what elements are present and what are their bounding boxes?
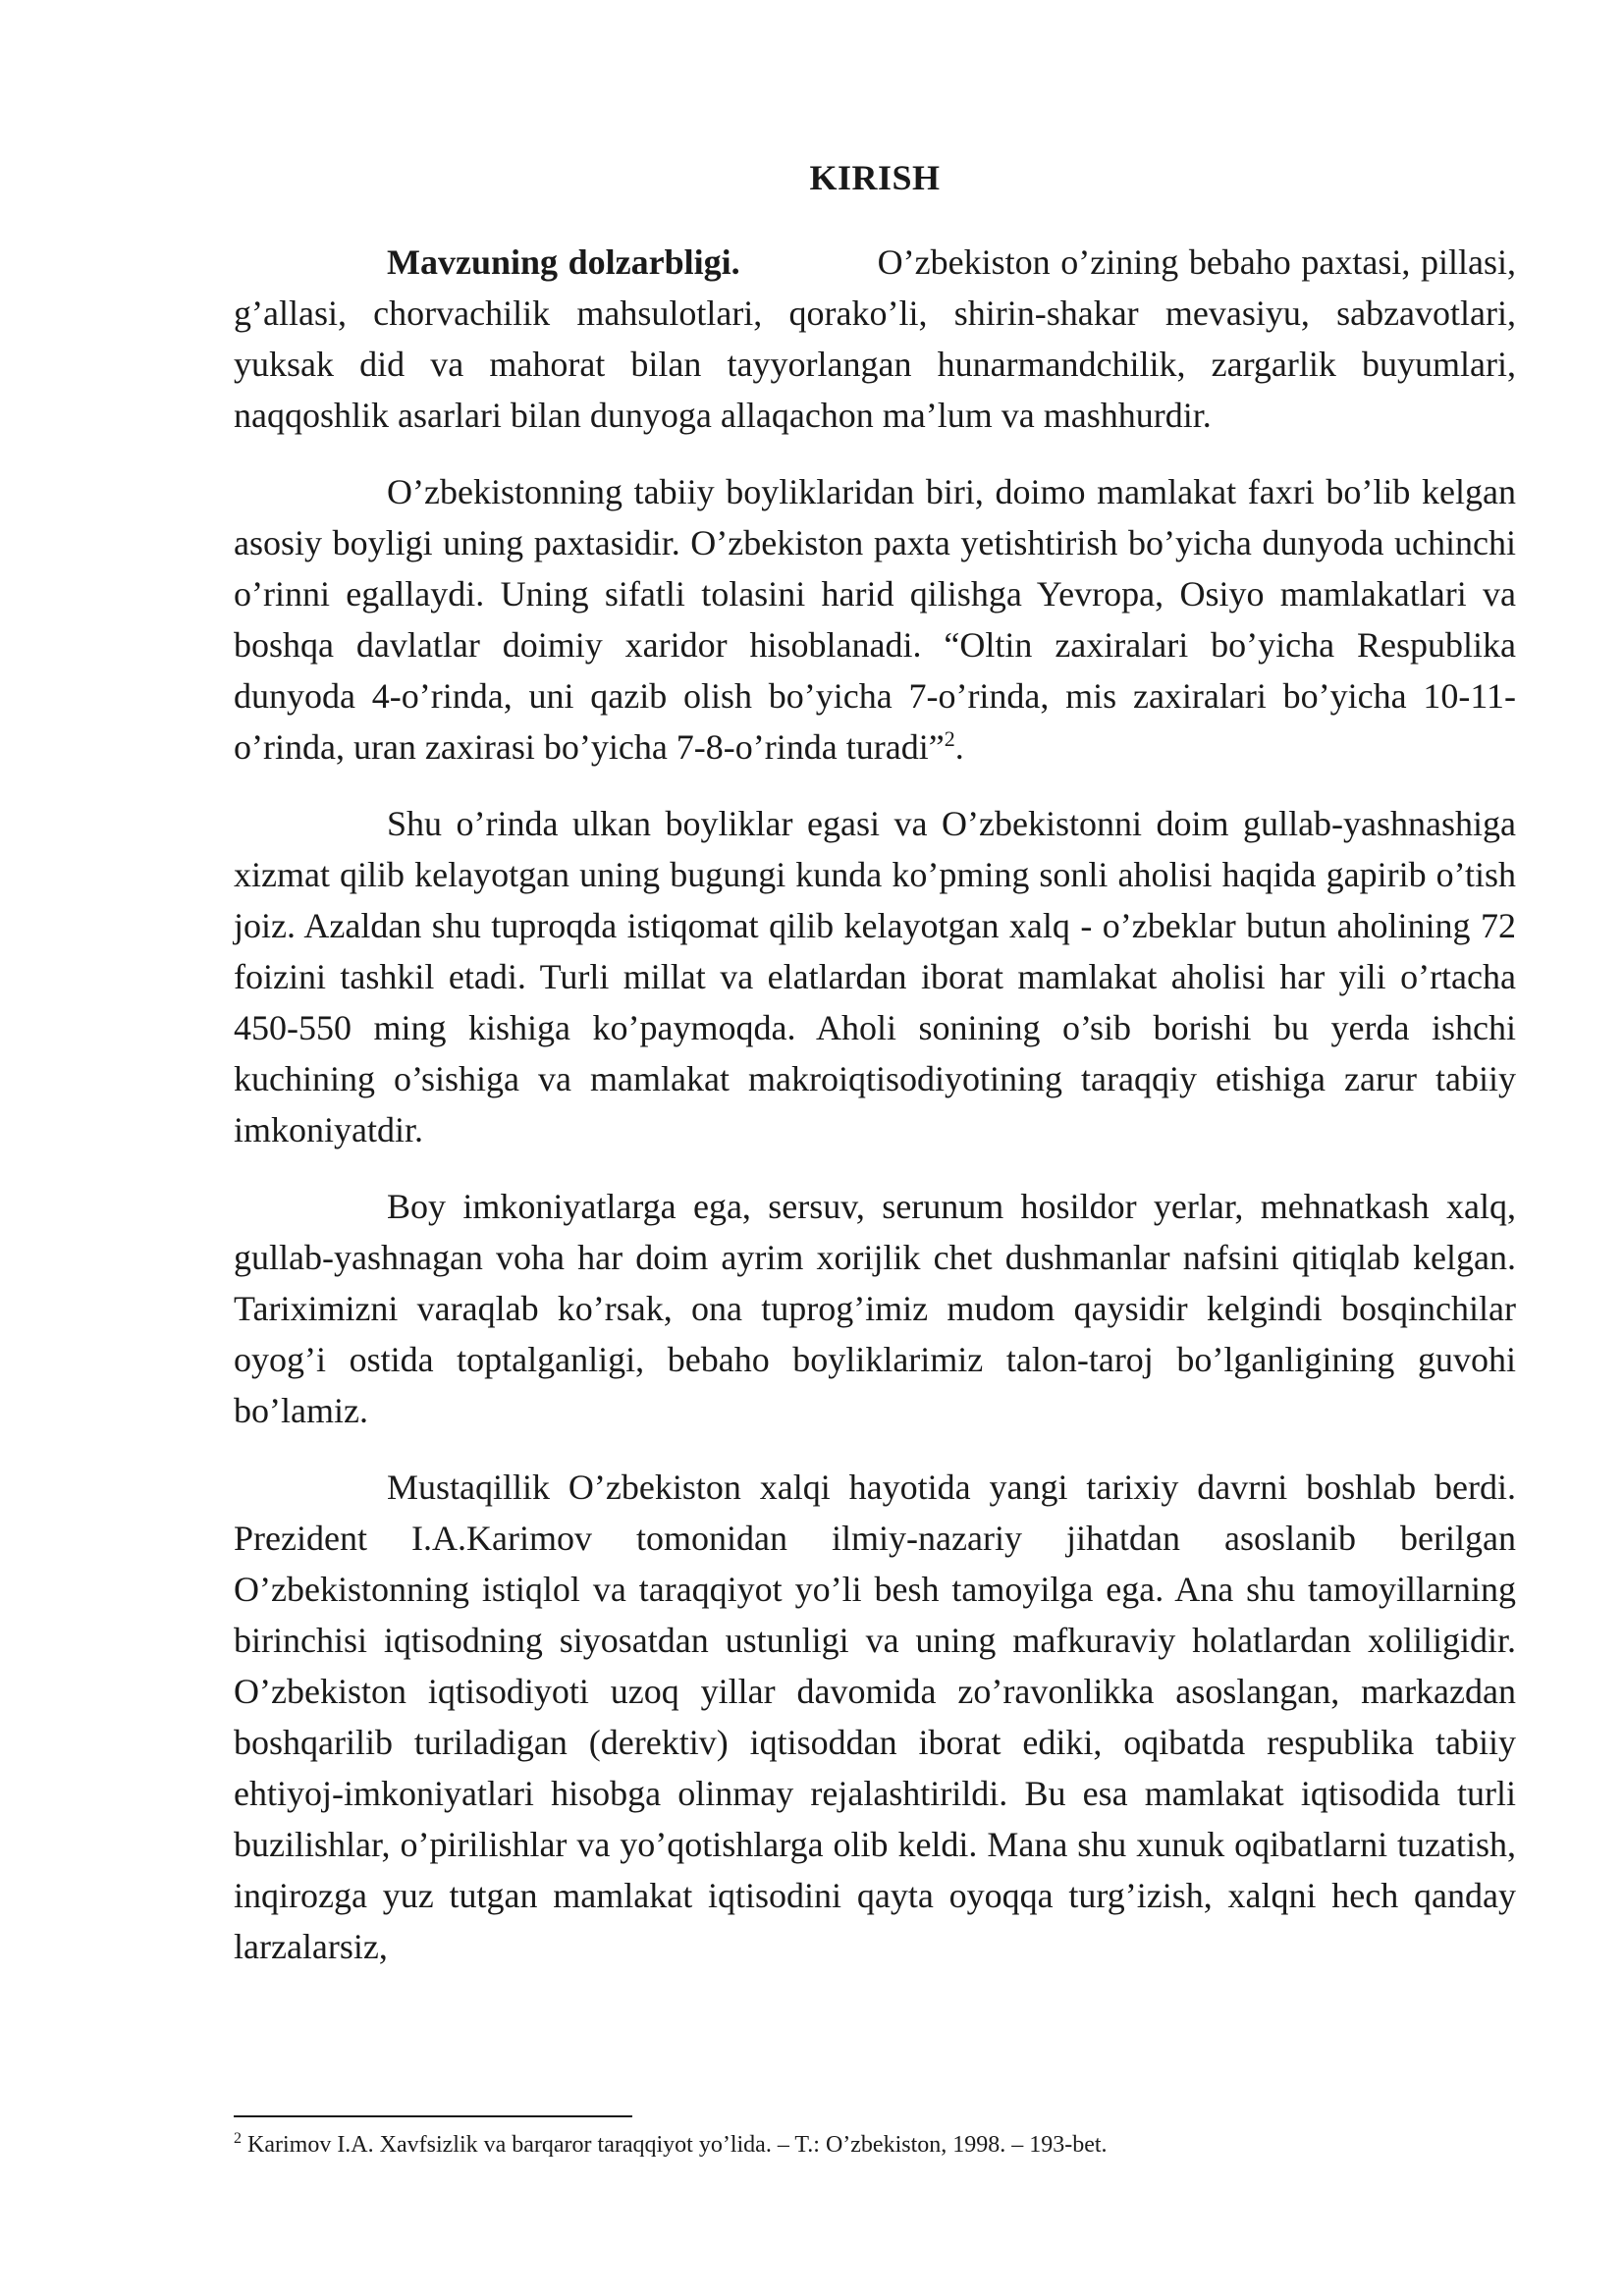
page-title: KIRISH (809, 158, 941, 197)
footnote (234, 2130, 1516, 2160)
paragraph-tail: . (954, 727, 964, 768)
footnote-number: 2 (234, 2130, 242, 2147)
paragraph-lead: Mavzuning dolzarbligi. (387, 242, 740, 283)
paragraph-5 (234, 1462, 1516, 1972)
paragraph-text: O’zbekiston o’zining bebaho paxtasi, pillasi, g’allasi, chorvachilik mahsulotlari, qorako’li, shirin-shakar mevasiyu, sabzavotlari, yuksak did va mahorat bilan tayyorlangan hunarmandchilik, zargarlik buyumlari, naqqoshlik asarlari bilan dunyoga allaqachon ma’lum va mashhurdir. (234, 242, 1516, 436)
paragraph-3 (234, 798, 1516, 1155)
footnote-text: Karimov I.A. Xavfsizlik va barqaror taraqqiyot yo’lida. – T.: O’zbekiston, 1998. – 193-bet. (242, 2132, 1108, 2158)
paragraph-text: O’zbekistonning tabiiy boyliklaridan biri, doimo mamlakat faxri bo’lib kelgan asosiy boyligi uning paxtasidir. O’zbekiston paxta yetishtirish bo’yicha dunyoda uchinchi o’rinni egallaydi. Uning sifatli tolasini harid qilishga Yevropa, Osiyo mamlakatlari va boshqa davlatlar doimiy xaridor hisoblanadi. “Oltin zaxiralari bo’yicha Respublika dunyoda 4-o’rinda, uni qazib olish bo’yicha 7-o’rinda, mis zaxiralari bo’yicha 10-11-o’rinda, uran zaxirasi bo’yicha 7-8-o’rinda turadi” (234, 472, 1516, 768)
paragraph-1 (234, 237, 1516, 441)
paragraph-text: Shu o’rinda ulkan boyliklar egasi va O’zbekistonni doim gullab-yashnashiga xizmat qilib kelayotgan uning bugungi kunda ko’pming sonli aholisi haqida gapirib o’tish joiz. Azaldan shu tuproqda istiqomat qilib kelayotgan xalq - o’zbeklar butun aholining 72 foizini tashkil etadi. Turli millat va elatlardan iborat mamlakat aholisi har yili o’rtacha 450-550 ming kishiga ko’paymoqda. Aholi sonining o’sib borishi bu yerda ishchi kuchining o’sishiga va mamlakat makroiqtisodiyotining taraqqiy etishiga zarur tabiiy imkoniyatdir. (234, 804, 1516, 1150)
paragraph-text: Boy imkoniyatlarga ega, sersuv, serunum hosildor yerlar, mehnatkash xalq, gullab-yashnagan voha har doim ayrim xorijlik chet dushmanlar nafsini qitiqlab kelgan. Tariximizni varaqlab ko’rsak, ona tuprog’imiz mudom qaysidir kelgindi bosqinchilar oyog’i ostida toptalganligi, bebaho boyliklarimiz talon-taroj bo’lganligining guvohi bo’lamiz. (234, 1187, 1516, 1431)
footnote-separator (234, 2115, 632, 2117)
document-body (234, 147, 1516, 1998)
paragraph-text: Mustaqillik O’zbekiston xalqi hayotida yangi tarixiy davrni boshlab berdi. Prezident I.A.Karimov tomonidan ilmiy-nazariy jihatdan asoslanib berilgan O’zbekistonning istiqlol va taraqqiyot yo’li besh tamoyilga ega. Ana shu tamoyillarning birinchisi iqtisodning siyosatdan ustunligi va uning mafkuraviy holatlardan xoliligidir. O’zbekiston iqtisodiyoti uzoq yillar davomida zo’ravonlikka asoslangan, markazdan boshqarilib turiladigan (derektiv) iqtisoddan iborat ediki, oqibatda respublika tabiiy ehtiyoj-imkoniyatlari hisobga olinmay rejalashtirildi. Bu esa mamlakat iqtisodida turli buzilishlar, o’pirilishlar va yo’qotishlarga olib keldi. Mana shu xunuk oqibatlarni tuzatish, inqirozga yuz tutgan mamlakat iqtisodini qayta oyoqqa turg’izish, xalqni hech qanday larzalarsiz, (234, 1468, 1516, 1967)
footnote-reference: 2 (944, 726, 955, 752)
paragraph-4 (234, 1181, 1516, 1436)
paragraph-2 (234, 466, 1516, 773)
